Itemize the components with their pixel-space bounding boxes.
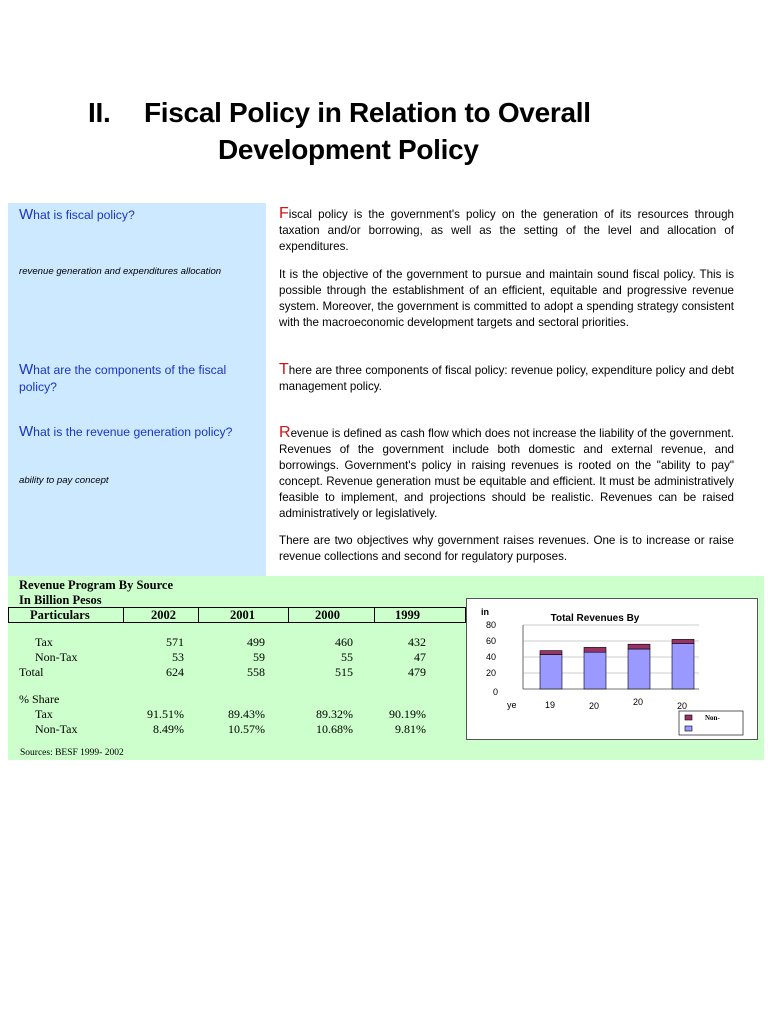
header-1999: 1999	[395, 608, 420, 622]
chart-bar-tax	[672, 643, 694, 689]
cell-tax-2000: 460	[335, 635, 353, 649]
chart-xtick-label: 19	[545, 700, 556, 710]
chart-bar-tax	[540, 655, 562, 689]
cell-tax-pct-2001: 89.43%	[228, 707, 265, 721]
legend-swatch-nontax	[685, 715, 692, 720]
chart-xtick-label: 20	[589, 701, 600, 711]
header-cell-1999	[374, 607, 466, 623]
chart-bar-nontax	[540, 651, 562, 655]
cell-total-1999: 479	[408, 665, 426, 679]
cell-nontax-2000: 55	[341, 650, 353, 664]
cell-nontax-pct-2000: 10.68%	[316, 722, 353, 736]
chart-title: Total Revenues By	[550, 613, 640, 624]
chart-bar-nontax	[584, 647, 606, 652]
question-column	[8, 203, 266, 576]
header-2002: 2002	[151, 608, 176, 622]
chart-bar-tax	[628, 649, 650, 689]
chart-ytick-label: 0	[493, 687, 499, 697]
chart-ytick-label: 40	[486, 652, 497, 662]
row-label-tax: Tax	[35, 635, 53, 649]
cell-nontax-pct-2002: 8.49%	[153, 722, 184, 736]
cell-tax-1999: 432	[408, 635, 426, 649]
table-subtitle: In Billion Pesos	[19, 593, 102, 607]
chart-bar-nontax	[628, 644, 650, 649]
answer-hint-revenue: ability to pay concept	[19, 475, 109, 486]
cell-nontax-pct-2001: 10.57%	[228, 722, 265, 736]
question-fiscal-policy: What is fiscal policy?	[19, 206, 135, 223]
header-2001: 2001	[230, 608, 255, 622]
revenue-chart	[466, 598, 758, 740]
chart-ytick-label: 20	[486, 668, 497, 678]
row-label-total: Total	[19, 665, 44, 679]
cell-nontax-2002: 53	[172, 650, 184, 664]
paragraph-revenue-definition: Revenue is defined as cash flow which does not increase the liability of the government. Revenues of the government include both domestic and external revenue, and borrowings. Government's policy in raising revenues is rooted on the "ability to pay" concept. Revenue generation must be equitable and efficient. It must be administratively feasible to implement, and projections should be realistic. Revenues can be raised administratively or legislatively.	[279, 424, 734, 520]
legend-swatch-tax	[685, 726, 692, 731]
chart-ytick-label: 80	[486, 620, 497, 630]
paragraph-components: There are three components of fiscal policy: revenue policy, expenditure policy and debt management policy.	[279, 361, 734, 393]
table-title: Revenue Program By Source	[19, 578, 174, 592]
chart-xtick-label: 20	[633, 697, 644, 707]
chart-ylabel: in	[481, 607, 489, 617]
cell-nontax-2001: 59	[253, 650, 265, 664]
cell-tax-pct-2000: 89.32%	[316, 707, 353, 721]
legend-label-nontax: Non-	[705, 714, 720, 722]
chart-bar-tax	[584, 652, 606, 689]
row-label-tax-pct: Tax	[35, 707, 53, 721]
cell-tax-pct-1999: 90.19%	[389, 707, 426, 721]
chart-canvas	[467, 599, 757, 739]
question-components: What are the components of the fiscal policy?	[19, 361, 227, 394]
header-2000: 2000	[315, 608, 340, 622]
title-line-2: Development Policy	[218, 134, 479, 165]
answer-hint-fiscal-policy: revenue generation and expenditures allocation	[19, 266, 222, 277]
cell-tax-pct-2002: 91.51%	[147, 707, 184, 721]
row-label-share: % Share	[19, 692, 60, 706]
cell-total-2001: 558	[247, 665, 265, 679]
row-label-nontax: Non-Tax	[35, 650, 78, 664]
chart-bar-nontax	[672, 639, 694, 643]
paragraph-objective: It is the objective of the government to pursue and maintain sound fiscal policy. This is possible through the establishment of an efficient, equitable and progressive revenue system. Moreover, the government is committed to adopt a spending strategy consistent with the macroeconomic development targets and sectoral priorities.	[279, 268, 734, 329]
cell-nontax-pct-1999: 9.81%	[395, 722, 426, 736]
section-numeral: II.	[88, 97, 111, 128]
header-particulars: Particulars	[30, 608, 90, 622]
row-label-nontax-pct: Non-Tax	[35, 722, 78, 736]
paragraph-revenue-objectives: There are two objectives why government raises revenues. One is to increase or raise revenue collections and second for regulatory purposes.	[279, 534, 734, 563]
cell-nontax-1999: 47	[414, 650, 426, 664]
chart-ytick-label: 60	[486, 636, 497, 646]
cell-total-2000: 515	[335, 665, 353, 679]
cell-total-2002: 624	[166, 665, 184, 679]
chart-xlabel: ye	[507, 700, 517, 710]
cell-tax-2002: 571	[166, 635, 184, 649]
paragraph-fiscal-definition: Fiscal policy is the government's policy on the generation of its resources through taxation and/or borrowing, as well as the setting of the level and allocation of expenditures.	[279, 205, 734, 253]
cell-tax-2001: 499	[247, 635, 265, 649]
title-line-1: Fiscal Policy in Relation to Overall	[144, 97, 591, 128]
chart-xtick-label: 20	[677, 701, 688, 711]
question-revenue-generation: What is the revenue generation policy?	[19, 423, 233, 440]
table-source: Sources: BESF 1999- 2002	[20, 748, 124, 758]
